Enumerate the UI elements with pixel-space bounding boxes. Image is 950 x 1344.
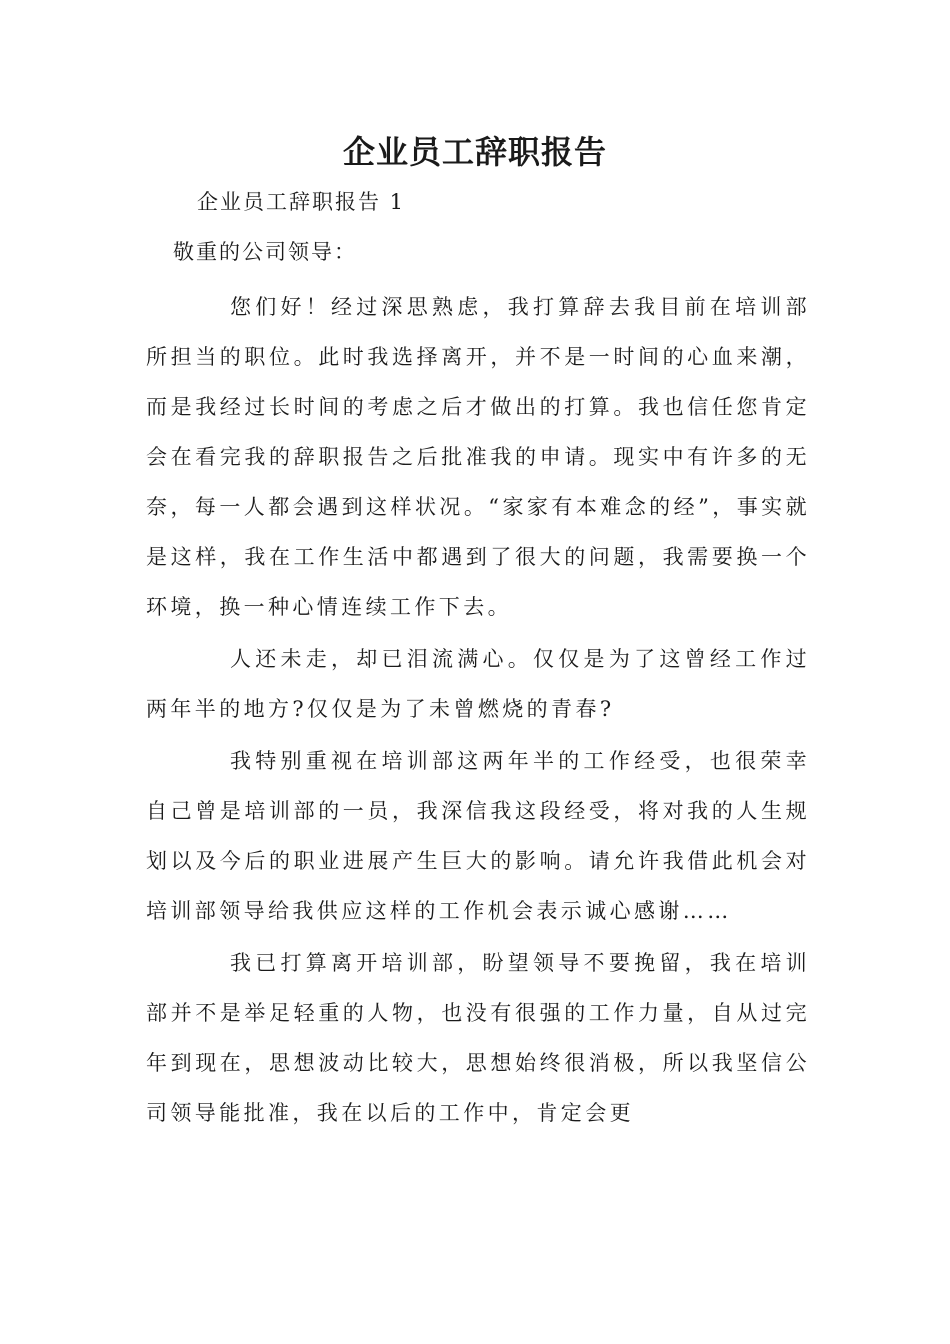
document-subtitle: 企业员工辞职报告 1 (197, 190, 406, 214)
letter-body (146, 282, 810, 1140)
paragraph-4: 我已打算离开培训部，盼望领导不要挽留，我在培训部并不是举足轻重的人物，也没有很强的工作力量，自从过完年到现在，思想波动比较大，思想始终很消极，所以我坚信公司领导能批准，我在以后的工作中，肯定会更 (146, 951, 810, 1125)
paragraph-3: 我特别重视在培训部这两年半的工作经受，也很荣幸自己曾是培训部的一员，我深信我这段经受，将对我的人生规划以及今后的职业进展产生巨大的影响。请允许我借此机会对培训部领导给我供应这样的工作机会表示诚心感谢…… (146, 749, 810, 923)
paragraph-1: 您们好！经过深思熟虑，我打算辞去我目前在培训部所担当的职位。此时我选择离开，并不是一时间的心血来潮，而是我经过长时间的考虑之后才做出的打算。我也信任您肯定会在看完我的辞职报告之后批准我的申请。现实中有许多的无奈，每一人都会遇到这样状况。“家家有本难念的经”，事实就是这样，我在工作生活中都遇到了很大的问题，我需要换一个环境，换一种心情连续工作下去。 (146, 295, 810, 619)
salutation: 敬重的公司领导： (173, 240, 357, 264)
paragraph-2: 人还未走，却已泪流满心。仅仅是为了这曾经工作过两年半的地方?仅仅是为了未曾燃烧的青春? (146, 647, 810, 721)
document-title: 企业员工辞职报告 (342, 133, 607, 171)
